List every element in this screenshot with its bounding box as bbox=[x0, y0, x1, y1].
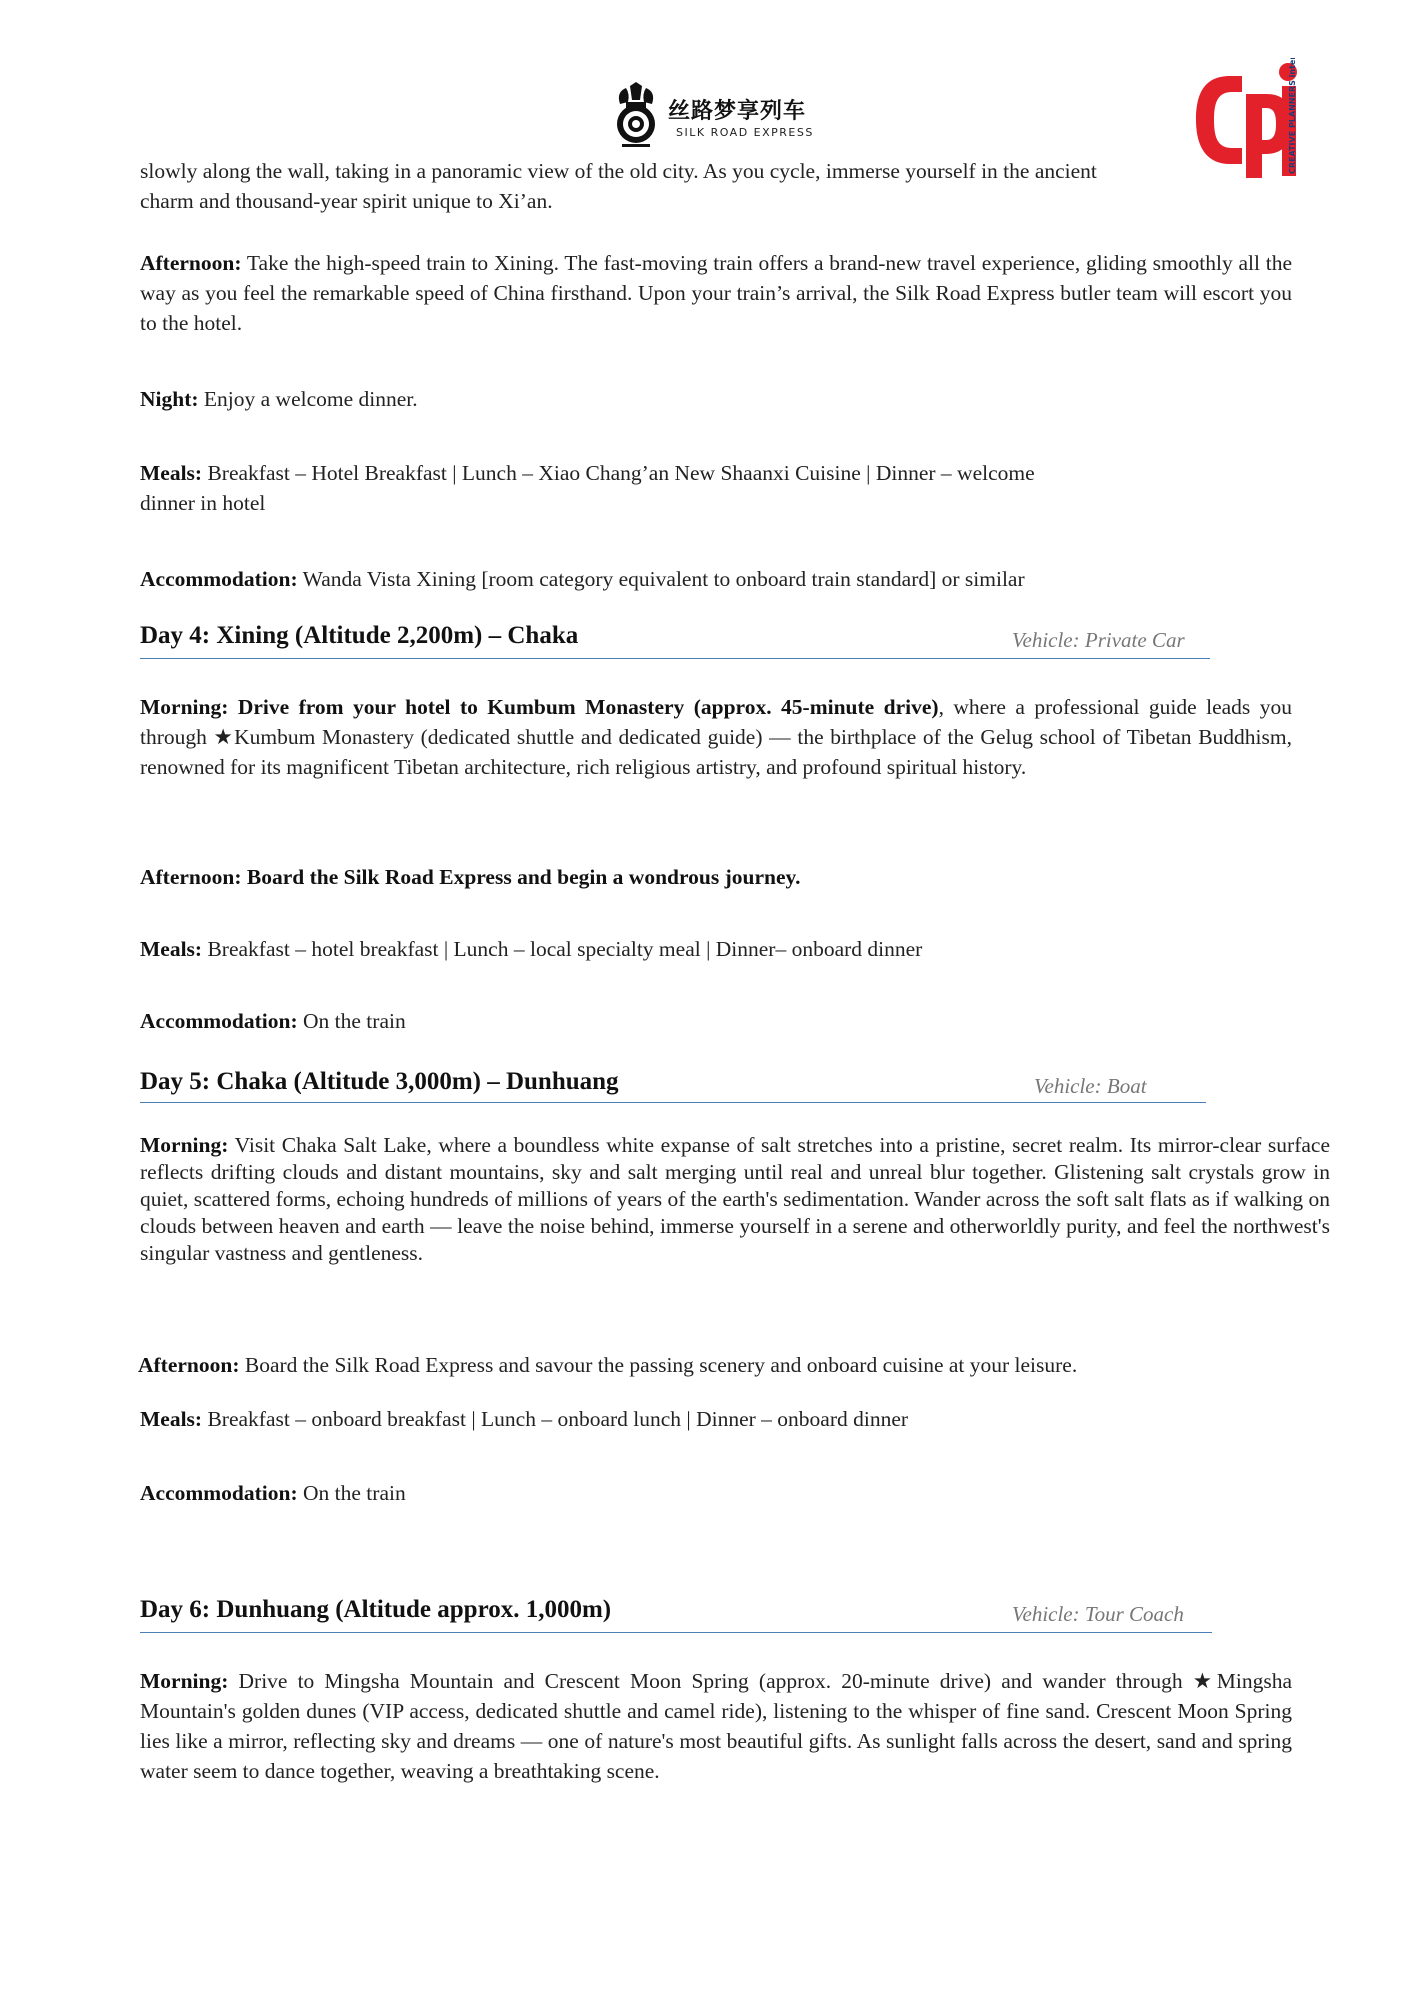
day3-accommodation bbox=[140, 564, 1292, 594]
day5-meals-label: Meals: bbox=[140, 1407, 203, 1431]
day4-accommodation-text: On the train bbox=[297, 1009, 406, 1033]
day5-afternoon-label: Afternoon: bbox=[138, 1353, 240, 1377]
day5-morning-text: Visit Chaka Salt Lake, where a boundless white expanse of salt stretches into a pristine, secret realm. Its mirror-clear surface reflects drifting clouds and distant mountains, sky and salt merging until real and unreal blur together. Glistening salt crystals grow in quiet, scattered forms, echoing hundreds of millions of years of the earth's sedimentation. Wander across the soft salt flats as if walking on clouds between heaven and earth — leave the noise behind, immerse yourself in a serene and otherworldly purity, and feel the northwest's singular vastness and gentleness. bbox=[140, 1133, 1330, 1265]
day5-accommodation bbox=[140, 1478, 1292, 1508]
day4-morning-bold: Morning: Drive from your hotel to Kumbum Monastery (approx. 45-minute drive) bbox=[140, 695, 939, 719]
day5-divider bbox=[140, 1102, 1206, 1103]
day4-vehicle: Vehicle: Private Car bbox=[1012, 628, 1185, 652]
day4-divider bbox=[140, 658, 1210, 659]
cpi-side-text: CREATIVE PLANNERS international bbox=[1288, 58, 1297, 174]
day3-meals-label: Meals: bbox=[140, 461, 203, 485]
intro-line-1: slowly along the wall, taking in a panoramic view of the old city. As you cycle, immerse yourself in the ancient bbox=[140, 159, 1097, 183]
day5-afternoon-text: Board the Silk Road Express and savour the passing scenery and onboard cuisine at your leisure. bbox=[239, 1353, 1078, 1377]
logo-english-text: SILK ROAD EXPRESS bbox=[676, 126, 814, 139]
day3-night-label: Night: bbox=[140, 387, 199, 411]
day3-afternoon-label: Afternoon: bbox=[140, 251, 242, 275]
day3-afternoon bbox=[140, 248, 1292, 338]
day5-vehicle: Vehicle: Boat bbox=[1034, 1074, 1147, 1098]
day3-meals-line-2: dinner in hotel bbox=[140, 491, 266, 515]
day6-morning-text: Drive to Mingsha Mountain and Crescent Moon Spring (approx. 20-minute drive) and wander through ★Mingsha Mountain's golden dunes (VIP access, dedicated shuttle and camel ride), listening to the whisper of fine sand. Crescent Moon Spring lies like a mirror, reflecting sky and dreams — one of nature's most beautiful gifts. As sunlight falls across the desert, sand and spring water seem to dance together, weaving a breathtaking scene. bbox=[140, 1669, 1292, 1783]
day6-title: Day 6: Dunhuang (Altitude approx. 1,000m) bbox=[140, 1596, 612, 1623]
day6-vehicle: Vehicle: Tour Coach bbox=[1012, 1602, 1184, 1626]
day5-morning bbox=[140, 1132, 1330, 1267]
day3-meals bbox=[140, 458, 1292, 488]
logo-chinese-text: 丝路梦享列车 bbox=[668, 99, 807, 124]
day3-afternoon-text: Take the high-speed train to Xining. The fast-moving train offers a brand-new travel experience, gliding smoothly all the way as you feel the remarkable speed of China firsthand. Upon your train’s arrival, the Silk Road Express butler team will escort you to the hotel. bbox=[140, 251, 1292, 335]
day4-afternoon bbox=[140, 862, 1292, 892]
day3-accommodation-text: Wanda Vista Xining [room category equivalent to onboard train standard] or similar bbox=[297, 567, 1025, 591]
silk-road-emblem-icon bbox=[612, 82, 660, 148]
day4-title: Day 4: Xining (Altitude 2,200m) – Chaka bbox=[140, 622, 579, 649]
day4-meals-label: Meals: bbox=[140, 937, 203, 961]
day4-morning-text: , where a professional guide leads you through ★Kumbum Monastery (dedicated shuttle and dedicated guide) — the birthplace of the Gelug school of Tibetan Buddhism, renowned for its magnificent Tibetan architecture, rich religious artistry, and profound spiritual history. bbox=[140, 695, 1293, 779]
day3-night-text: Enjoy a welcome dinner. bbox=[198, 387, 418, 411]
day4-accommodation-label: Accommodation: bbox=[140, 1009, 298, 1033]
day3-meals-line1: Breakfast – Hotel Breakfast | Lunch – Xiao Chang’an New Shaanxi Cuisine | Dinner – welcome bbox=[202, 461, 1035, 485]
day4-meals bbox=[140, 934, 1292, 964]
day4-accommodation bbox=[140, 1006, 1292, 1036]
day5-morning-label: Morning: bbox=[140, 1133, 229, 1157]
day5-meals bbox=[140, 1404, 1292, 1434]
day5-title: Day 5: Chaka (Altitude 3,000m) – Dunhuang bbox=[140, 1068, 619, 1095]
intro-line-2: charm and thousand-year spirit unique to Xi’an. bbox=[140, 189, 553, 213]
day5-accommodation-label: Accommodation: bbox=[140, 1481, 298, 1505]
day4-afternoon-bold: Afternoon: Board the Silk Road Express and begin a wondrous journey. bbox=[140, 865, 801, 889]
day6-divider bbox=[140, 1632, 1212, 1633]
day4-meals-text: Breakfast – hotel breakfast | Lunch – local specialty meal | Dinner– onboard dinner bbox=[202, 937, 923, 961]
silk-road-express-logo bbox=[612, 82, 822, 148]
day3-accommodation-label: Accommodation: bbox=[140, 567, 298, 591]
day5-afternoon bbox=[138, 1350, 1290, 1380]
day3-night bbox=[140, 384, 1292, 414]
day4-morning bbox=[140, 692, 1292, 782]
day5-accommodation-text: On the train bbox=[297, 1481, 406, 1505]
day5-meals-text: Breakfast – onboard breakfast | Lunch – onboard lunch | Dinner – onboard dinner bbox=[202, 1407, 909, 1431]
day6-morning-label: Morning: bbox=[140, 1669, 229, 1693]
day6-morning bbox=[140, 1666, 1292, 1786]
